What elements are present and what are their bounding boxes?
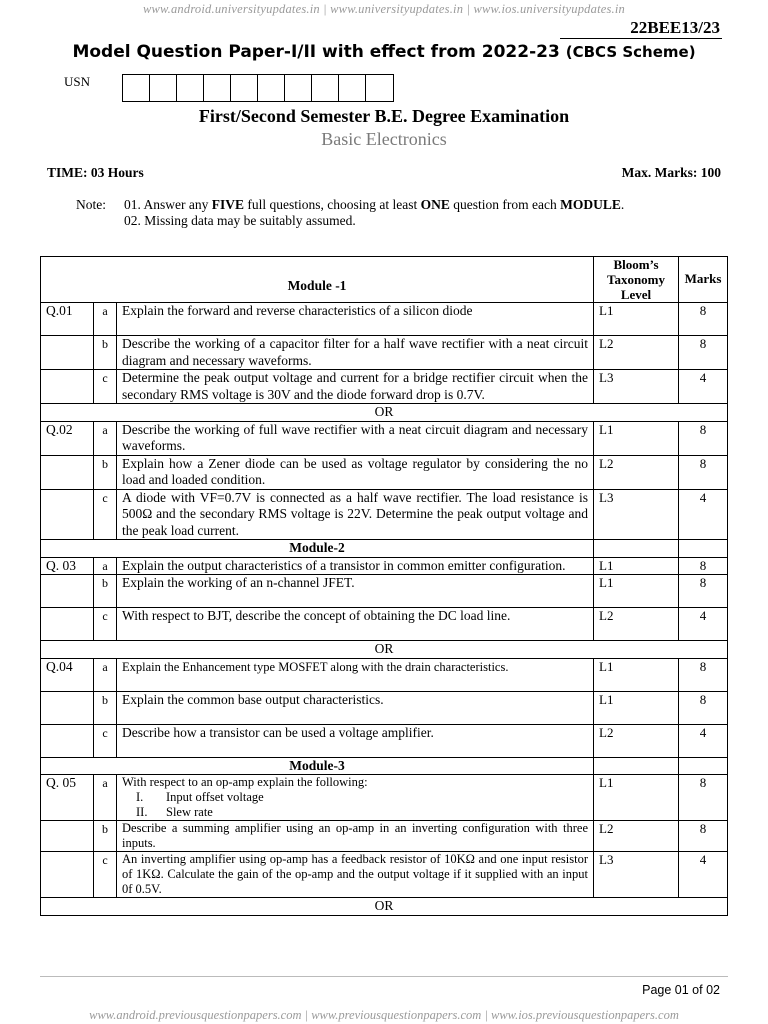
blooms-level: L1	[594, 421, 679, 455]
question-text: Explain the working of an n-channel JFET.	[117, 575, 594, 608]
table-row	[41, 821, 728, 852]
blooms-level: L2	[594, 608, 679, 641]
table-row	[41, 724, 728, 757]
marks-header: Marks	[679, 257, 728, 303]
question-marks: 4	[679, 852, 728, 898]
sub-question-letter: c	[94, 608, 117, 641]
blooms-level: L1	[594, 775, 679, 821]
question-marks: 8	[679, 775, 728, 821]
question-marks: 8	[679, 421, 728, 455]
or-row	[41, 641, 728, 659]
max-marks: Max. Marks: 100	[621, 165, 721, 180]
question-text: Explain the common base output characteristics.	[117, 691, 594, 724]
question-text: Describe the working of a capacitor filter for a half wave rectifier with a neat circuit diagram and necessary waveforms.	[117, 336, 594, 370]
table-row	[41, 421, 728, 455]
question-marks: 8	[679, 455, 728, 489]
question-marks: 8	[679, 691, 728, 724]
sub-question-letter: a	[94, 775, 117, 821]
table-row	[41, 575, 728, 608]
sub-question-letter: b	[94, 336, 117, 370]
question-marks: 4	[679, 489, 728, 540]
question-number: Q.02	[41, 421, 94, 455]
blooms-level: L2	[594, 336, 679, 370]
question-text: Explain the forward and reverse characteristics of a silicon diode	[117, 303, 594, 336]
blooms-level: L1	[594, 658, 679, 691]
exam-title: First/Second Semester B.E. Degree Examination	[198, 106, 570, 126]
usn-box	[177, 75, 204, 101]
question-marks: 4	[679, 724, 728, 757]
code-underline	[560, 38, 722, 39]
note-label: Note:	[76, 197, 106, 212]
blooms-level: L1	[594, 557, 679, 575]
table-row	[41, 303, 728, 336]
question-number: Q.01	[41, 303, 94, 336]
module-3-heading: Module-3	[41, 757, 594, 775]
question-text: Describe how a transistor can be used a voltage amplifier.	[117, 724, 594, 757]
blooms-level: L1	[594, 691, 679, 724]
note-lines	[124, 197, 624, 229]
question-marks: 8	[679, 336, 728, 370]
sub-question-letter: a	[94, 557, 117, 575]
watermark-top: www.android.universityupdates.in | www.universityupdates.in | www.ios.universityupdates.in	[142, 2, 626, 16]
list-item: II. Slew rate	[136, 805, 213, 819]
sub-question-letter: a	[94, 421, 117, 455]
sub-question-letter: c	[94, 724, 117, 757]
question-text: Describe a summing amplifier using an op-amp in an inverting configuration with three inputs.	[117, 821, 594, 852]
table-row	[41, 336, 728, 370]
or-row	[41, 404, 728, 422]
question-marks: 8	[679, 658, 728, 691]
usn-boxes	[122, 74, 394, 102]
usn-box	[150, 75, 177, 101]
module-1-heading: Module -1	[41, 257, 594, 303]
blooms-level: L3	[594, 370, 679, 404]
question-text: Describe the working of full wave rectifier with a neat circuit diagram and necessary waveforms.	[117, 421, 594, 455]
usn-box	[339, 75, 366, 101]
sub-question-letter: c	[94, 852, 117, 898]
question-text: With respect to BJT, describe the concept of obtaining the DC load line.	[117, 608, 594, 641]
sub-question-letter: c	[94, 489, 117, 540]
usn-box	[258, 75, 285, 101]
subject-title: Basic Electronics	[321, 129, 447, 149]
table-row	[41, 455, 728, 489]
paper-title	[0, 42, 768, 62]
question-number: Q. 05	[41, 775, 94, 821]
question-text: An inverting amplifier using op-amp has a feedback resistor of 10KΩ and one input resistor of 1KΩ. Calculate the gain of the op-amp and the output voltage if it supplied with an input 0f 0.5V.	[117, 852, 594, 898]
sub-question-letter: a	[94, 658, 117, 691]
sub-question-letter: a	[94, 303, 117, 336]
question-text: With respect to an op-amp explain the following: I. Input offset voltage II. Slew rate	[117, 775, 594, 821]
question-text: A diode with VF=0.7V is connected as a half wave rectifier. The load resistance is 500Ω and the secondary RMS voltage is 22V. Determine the peak output voltage and the peak load current.	[117, 489, 594, 540]
blooms-header: Bloom’s Taxonomy Level	[594, 257, 679, 303]
module-row	[41, 540, 728, 558]
question-marks: 8	[679, 303, 728, 336]
usn-box	[366, 75, 393, 101]
usn-box	[231, 75, 258, 101]
paper-title-main: Model Question Paper-I/II with effect from 2022-23	[72, 42, 560, 62]
module-row	[41, 757, 728, 775]
table-row	[41, 658, 728, 691]
question-marks: 4	[679, 370, 728, 404]
table-row	[41, 608, 728, 641]
blooms-level: L1	[594, 575, 679, 608]
question-table	[40, 256, 728, 916]
sub-question-letter: b	[94, 821, 117, 852]
sub-question-letter: b	[94, 455, 117, 489]
or-separator: OR	[41, 641, 728, 659]
paper-title-suffix: (CBCS Scheme)	[565, 43, 696, 61]
list-item: I. Input offset voltage	[136, 790, 264, 804]
question-text: Explain the output characteristics of a transistor in common emitter configuration.	[117, 557, 594, 575]
table-row	[41, 489, 728, 540]
or-row	[41, 898, 728, 916]
blooms-level: L3	[594, 852, 679, 898]
or-separator: OR	[41, 404, 728, 422]
page-number: Page 01 of 02	[642, 983, 720, 997]
question-number: Q. 03	[41, 557, 94, 575]
table-row	[41, 557, 728, 575]
blooms-level: L1	[594, 303, 679, 336]
sub-question-letter: c	[94, 370, 117, 404]
question-text: Explain how a Zener diode can be used as voltage regulator by considering the no load and loaded condition.	[117, 455, 594, 489]
table-row	[41, 691, 728, 724]
footer-rule	[40, 976, 728, 977]
sub-question-letter: b	[94, 575, 117, 608]
table-row	[41, 370, 728, 404]
question-marks: 8	[679, 575, 728, 608]
module-2-heading: Module-2	[41, 540, 594, 558]
usn-label: USN	[64, 74, 91, 89]
note-line-2: 02. Missing data may be suitably assumed.	[124, 213, 356, 228]
question-text: Explain the Enhancement type MOSFET along with the drain characteristics.	[117, 658, 594, 691]
table-header-row	[41, 257, 728, 303]
sub-question-letter: b	[94, 691, 117, 724]
question-marks: 8	[679, 557, 728, 575]
question-text: Determine the peak output voltage and current for a bridge rectifier circuit when the secondary RMS voltage is 30V and the diode forward drop is 0.7V.	[117, 370, 594, 404]
question-marks: 8	[679, 821, 728, 852]
or-separator: OR	[41, 898, 728, 916]
blooms-level: L2	[594, 455, 679, 489]
blooms-level: L2	[594, 724, 679, 757]
usn-box	[204, 75, 231, 101]
exam-time: TIME: 03 Hours	[47, 165, 144, 180]
usn-box	[285, 75, 312, 101]
blooms-level: L3	[594, 489, 679, 540]
usn-box	[123, 75, 150, 101]
usn-box	[312, 75, 339, 101]
question-number: Q.04	[41, 658, 94, 691]
note-line-1: 01. Answer any FIVE full questions, choosing at least ONE question from each MODULE.	[124, 197, 625, 212]
paper-code: 22BEE13/23	[630, 18, 720, 37]
table-row	[41, 852, 728, 898]
table-row	[41, 775, 728, 821]
blooms-level: L2	[594, 821, 679, 852]
watermark-bottom: www.android.previousquestionpapers.com | www.previousquestionpapers.com | www.ios.previousquestionpapers.com	[89, 1008, 679, 1022]
question-marks: 4	[679, 608, 728, 641]
